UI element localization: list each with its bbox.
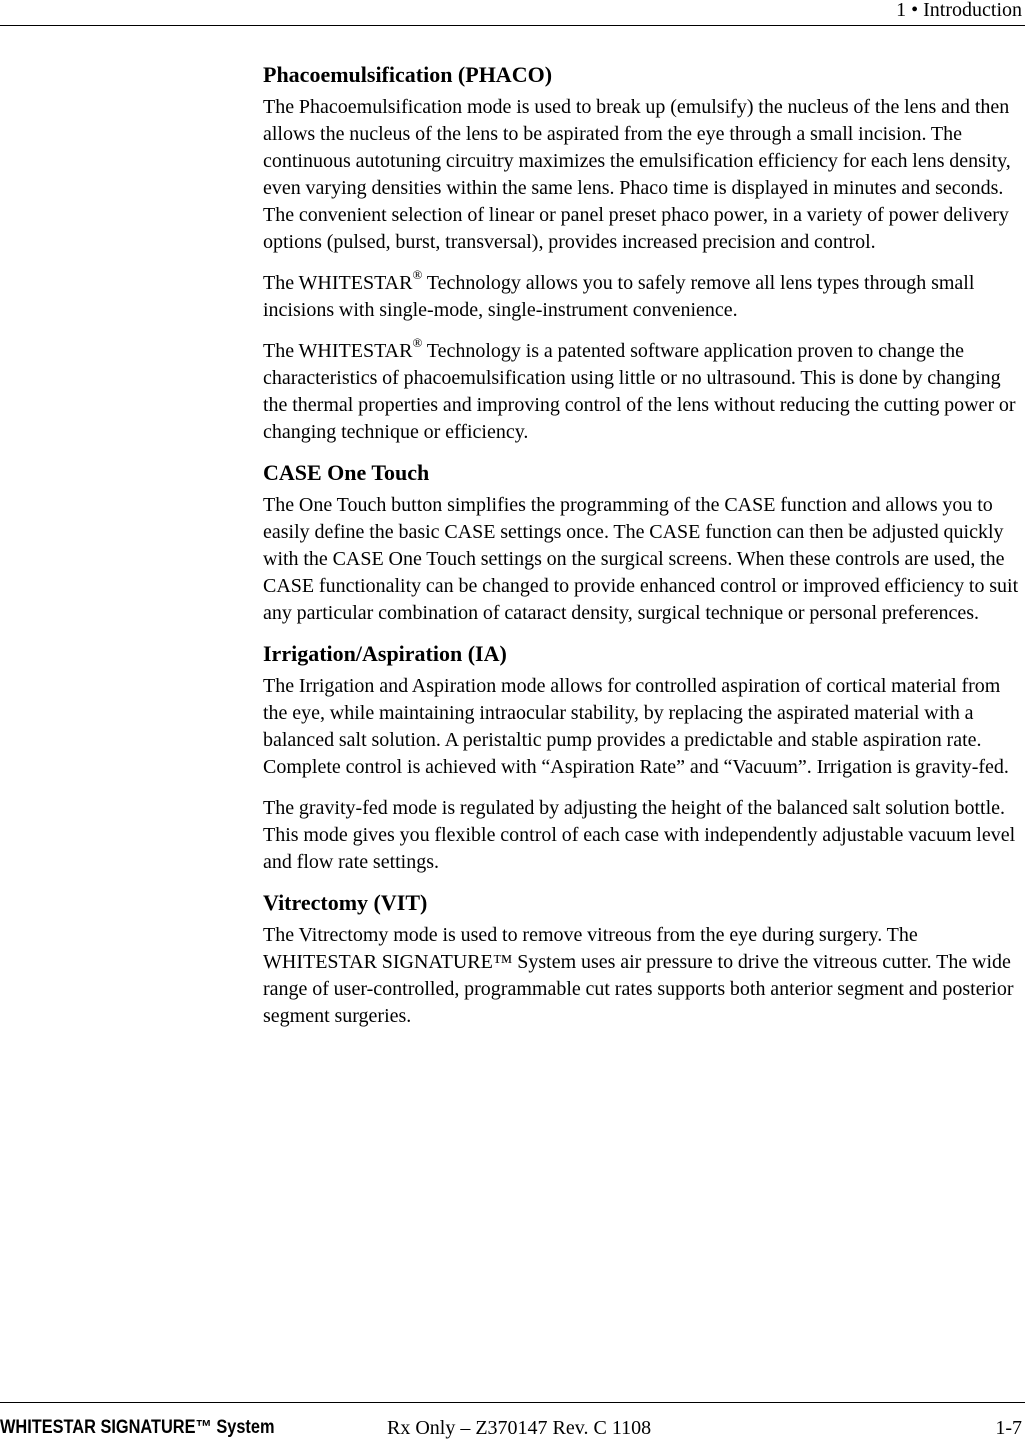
phaco-paragraph-2-pre: The WHITESTAR <box>263 272 413 294</box>
section-heading-vit: Vitrectomy (VIT) <box>263 890 428 915</box>
section-heading-phaco: Phacoemulsification (PHACO) <box>263 62 553 87</box>
registered-mark: ® <box>412 267 423 283</box>
footer-rule <box>0 1402 1025 1403</box>
footer-document-number: Rx Only – Z370147 Rev. C 1108 <box>387 1417 652 1439</box>
phaco-paragraph-3-post: Technology is a patented software application proven to change the characteristics of phacoemulsification using little or no ultrasound. This is done by changing the thermal properties and improving control of the lens without reducing the cutting power or changing technique or efficiency. <box>263 340 1016 443</box>
ia-paragraph-2: The gravity-fed mode is regulated by adjusting the height of the balanced salt solution bottle. This mode gives you flexible control of each case with independently adjustable vacuum level and flow rate settings. <box>263 797 1016 873</box>
phaco-paragraph-1: The Phacoemulsification mode is used to break up (emulsify) the nucleus of the lens and then allows the nucleus of the lens to be aspirated from the eye through a small incision. The continuous autotuning circuitry maximizes the emulsification efficiency for each lens density, even varying densities within the same lens. Phaco time is displayed in minutes and seconds. The convenient selection of linear or panel preset phaco power, in a variety of power delivery options (pulsed, burst, transversal), provides increased precision and control. <box>263 96 1011 253</box>
running-header: 1 • Introduction <box>896 0 1022 21</box>
ia-paragraph-1: The Irrigation and Aspiration mode allows for controlled aspiration of cortical material from the eye, while maintaining intraocular stability, by replacing the aspirated material with a balanced salt solution. A peristaltic pump provides a predictable and stable aspiration rate. Complete control is achieved with “Aspiration Rate” and “Vacuum”. Irrigation is gravity-fed. <box>263 675 1009 778</box>
phaco-paragraph-3-pre: The WHITESTAR <box>263 340 413 362</box>
section-heading-ia: Irrigation/Aspiration (IA) <box>263 641 507 666</box>
phaco-paragraph-2-post: Technology allows you to safely remove all lens types through small incisions with single-mode, single-instrument convenience. <box>263 272 975 321</box>
footer-product-name: WHITESTAR SIGNATURE™ System <box>0 1417 275 1438</box>
page-number: 1-7 <box>995 1417 1022 1439</box>
registered-mark: ® <box>412 335 423 351</box>
case-paragraph-1: The One Touch button simplifies the programming of the CASE function and allows you to easily define the basic CASE settings once. The CASE function can then be adjusted quickly with the CASE One Touch settings on the surgical screens. When these controls are used, the CASE functionality can be changed to provide enhanced control or improved efficiency to suit any particular combination of cataract density, surgical technique or personal preferences. <box>263 494 1019 624</box>
header-rule <box>0 25 1025 26</box>
phaco-paragraph-3 <box>263 335 1023 446</box>
section-heading-case: CASE One Touch <box>263 460 430 485</box>
page-content <box>263 60 1023 1044</box>
phaco-paragraph-2 <box>263 267 1023 324</box>
vit-paragraph-1: The Vitrectomy mode is used to remove vitreous from the eye during surgery. The WHITESTAR SIGNATURE™ System uses air pressure to drive the vitreous cutter. The wide range of user-controlled, programmable cut rates supports both anterior segment and posterior segment surgeries. <box>263 924 1014 1027</box>
